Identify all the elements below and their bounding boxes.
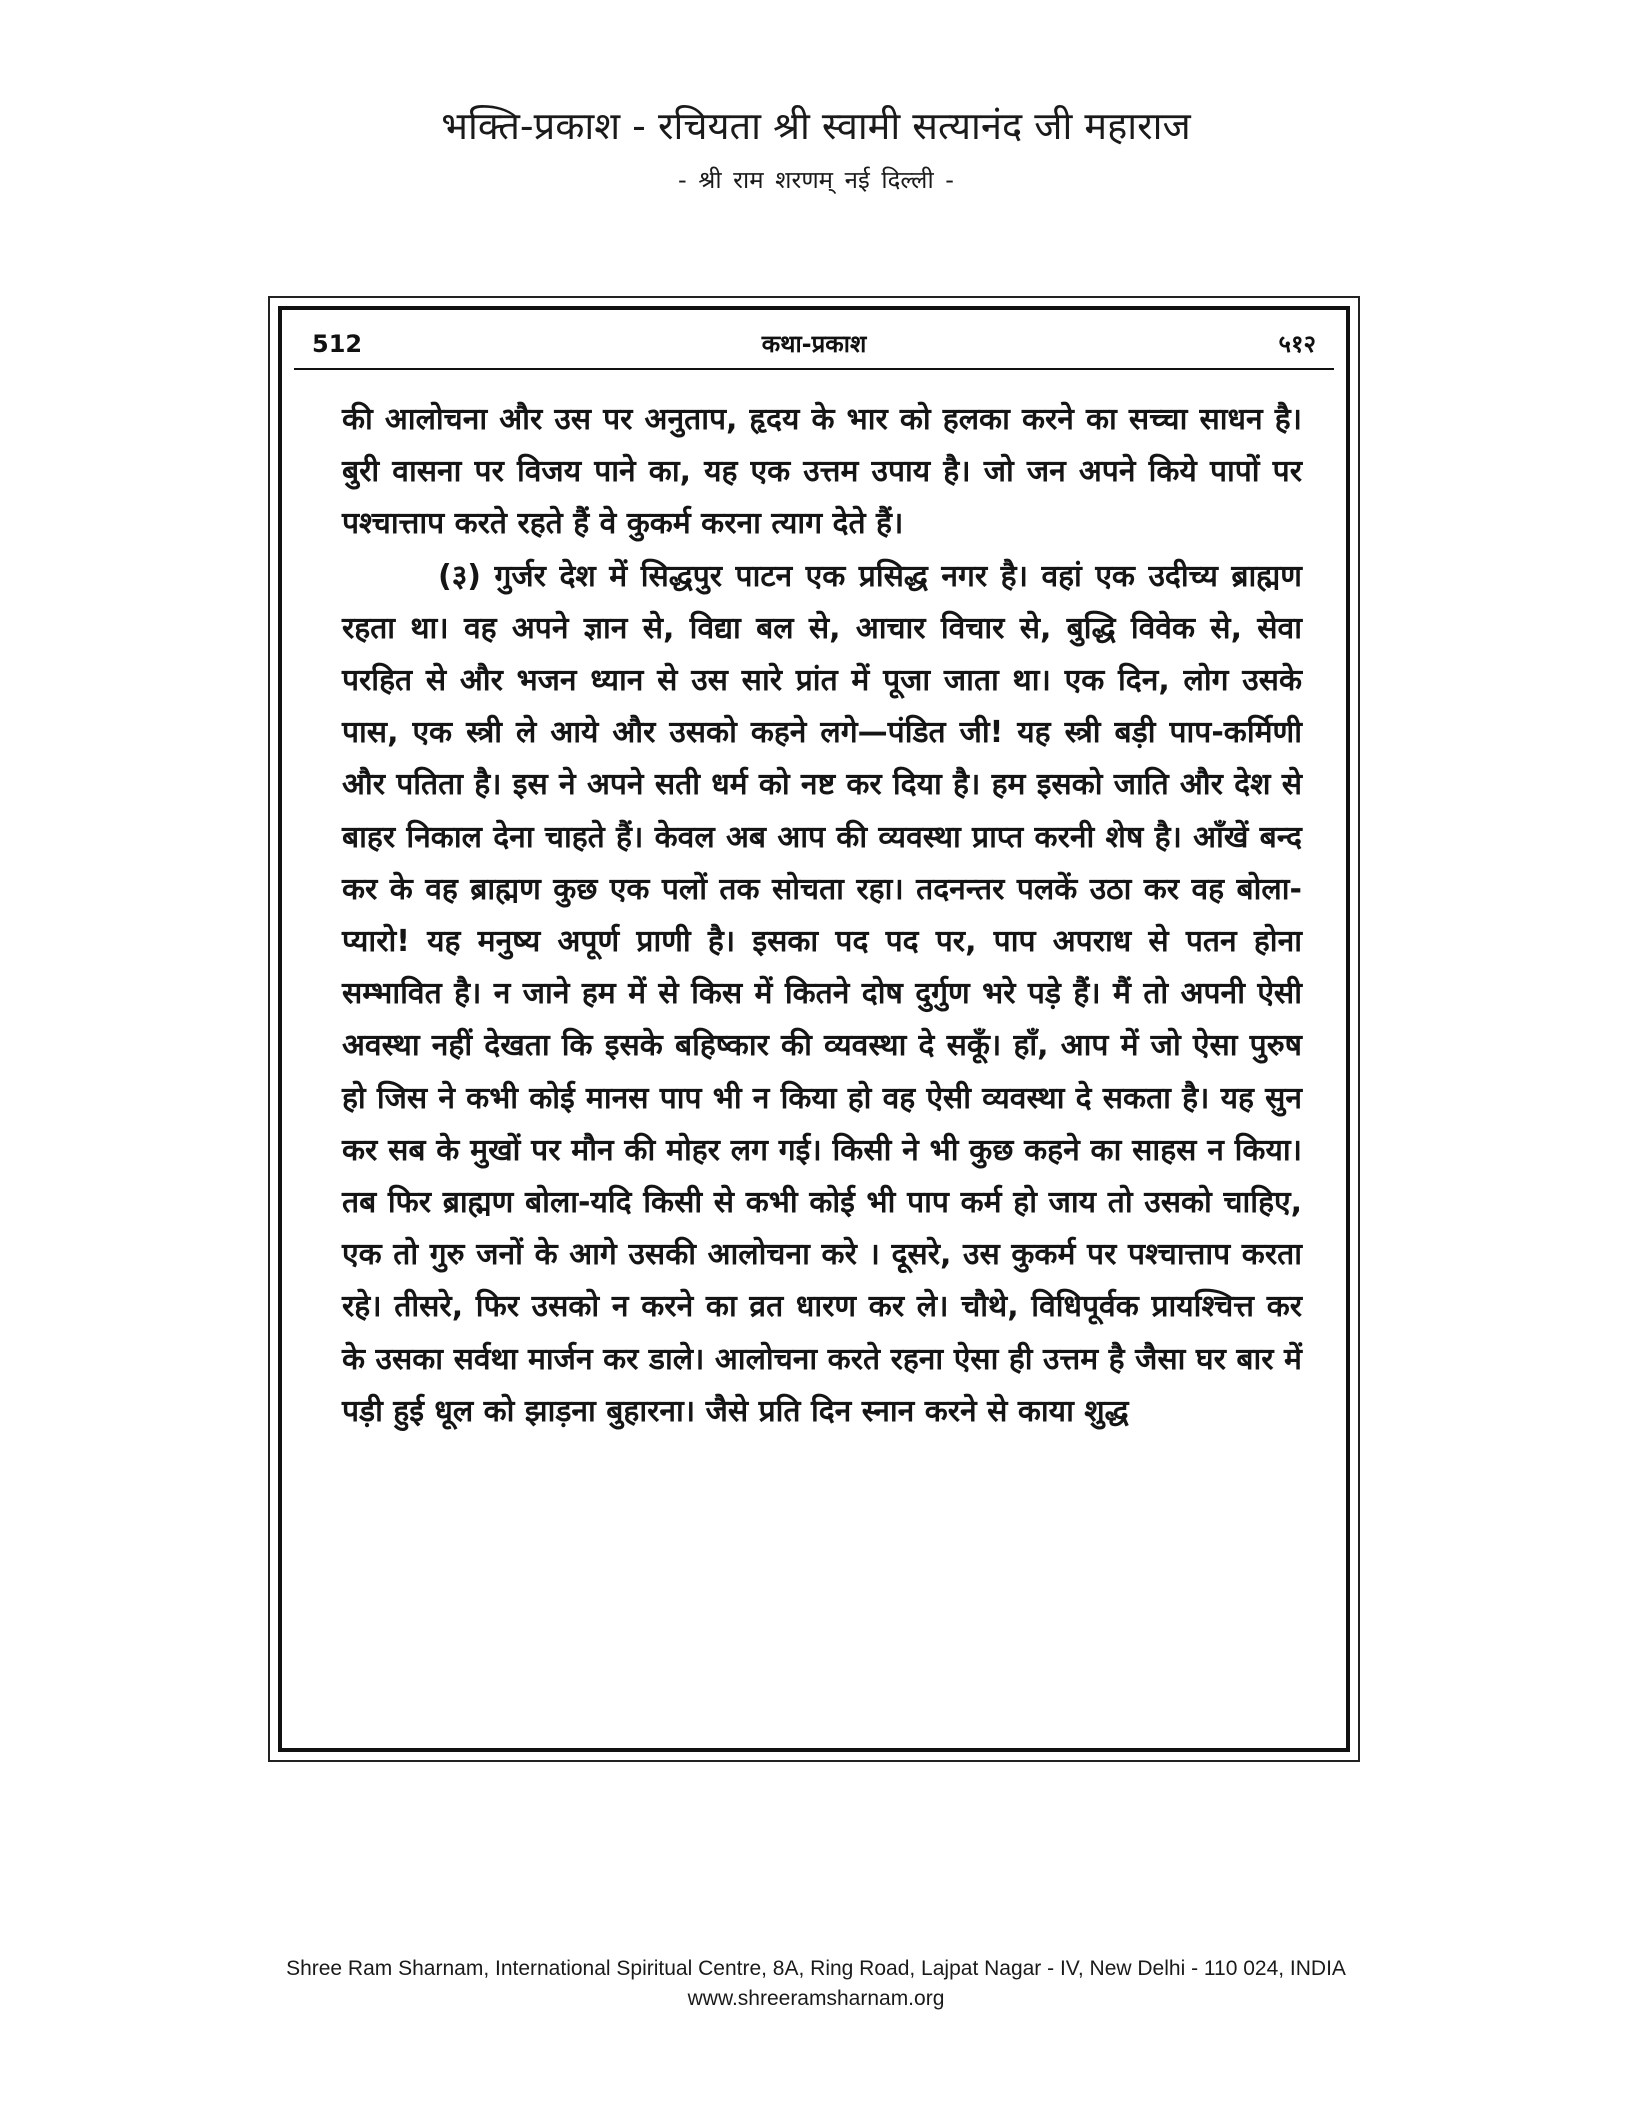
paragraph-story-3: (३) गुर्जर देश में सिद्धपुर पाटन एक प्रसिद्ध नगर है। वहां एक उदीच्य ब्राह्मण रहता था। वह अपने ज्ञान से, विद्या बल से, आचार विचार से, बुद्धि विवेक से, सेवा परहित से और भजन ध्यान से उस सारे प्रांत में पूजा जाता था। एक दिन, लोग उसके पास, एक स्त्री ले आये और उसको कहने लगे—पंडित जी! यह स्त्री बड़ी पाप-कर्मिणी और पतिता है। इस ने अपने सती धर्म को नष्ट कर दिया है। हम इसको जाति और देश से बाहर निकाल देना चाहते हैं। केवल अब आप की व्यवस्था प्राप्त करनी शेष है। आँखें बन्द कर के वह ब्राह्मण कुछ एक पलों तक सोचता रहा। तदनन्तर पलकें उठा कर वह बोला-प्यारो! यह मनुष्य अपूर्ण प्राणी है। इसका पद पद पर, पाप अपराध से पतन होना सम्भावित है। न जाने हम में से किस में कितने दोष दुर्गुण भरे पड़े हैं। मैं तो अपनी ऐसी अवस्था नहीं देखता कि इसके बहिष्कार की व्यवस्था दे सकूँ। हाँ, आप में जो ऐसा पुरुष हो जिस ने कभी कोई मानस पाप भी न किया हो वह ऐसी व्यवस्था दे सकता है। यह सुन कर सब के मुखों पर मौन की मोहर लग गई। किसी ने भी कुछ कहने का साहस न किया। तब फिर ब्राह्मण बोला-यदि किसी से कभी कोई भी पाप कर्म हो जाय तो उसको चाहिए, एक तो गुरु जनों के आगे उसकी आलोचना करे । दूसरे, उस कुकर्म पर पश्चात्ताप करता रहे। तीसरे, फिर उसको न करने का व्रत धारण कर ले। चौथे, विधिपूर्वक प्रायश्चित्त कर के उसका सर्वथा मार्जन कर डाले। आलोचना करते रहना ऐसा ही उत्तम है जैसा घर बार में पड़ी हुई धूल को झाड़ना बुहारना। जैसे प्रति दिन स्नान करने से काया शुद्ध [342,558,1302,1429]
page-frame-inner-border [278,306,1350,1752]
document-footer [0,1954,1632,2014]
body-text [342,394,1302,1438]
footer-website: www.shreeramsharnam.org [687,1987,945,2010]
footer-address: Shree Ram Sharnam, International Spiritual Centre, 8A, Ring Road, Lajpat Nagar - IV, New Delhi - 110 024, INDIA [286,1957,1346,1980]
running-head [312,324,1316,364]
section-title: कथा-प्रकाश [761,330,867,358]
paragraph-continued: की आलोचना और उस पर अनुताप, हृदय के भार को हलका करने का सच्चा साधन है। बुरी वासना पर विजय पाने का, यह एक उत्तम उपाय है। जो जन अपने किये पापों पर पश्चात्ताप करते रहते हैं वे कुकर्म करना त्याग देते हैं। [342,402,1302,542]
publisher-line: - श्री राम शरणम् नई दिल्ली - [678,166,954,194]
page-frame [268,296,1360,1762]
document-header [0,100,1632,198]
book-title: भक्ति-प्रकाश - रचियता श्री स्वामी सत्यानंद जी महाराज [441,104,1191,148]
page-number-right: ५१२ [1278,330,1316,358]
header-divider [294,368,1334,370]
page-number-left: 512 [312,330,363,358]
